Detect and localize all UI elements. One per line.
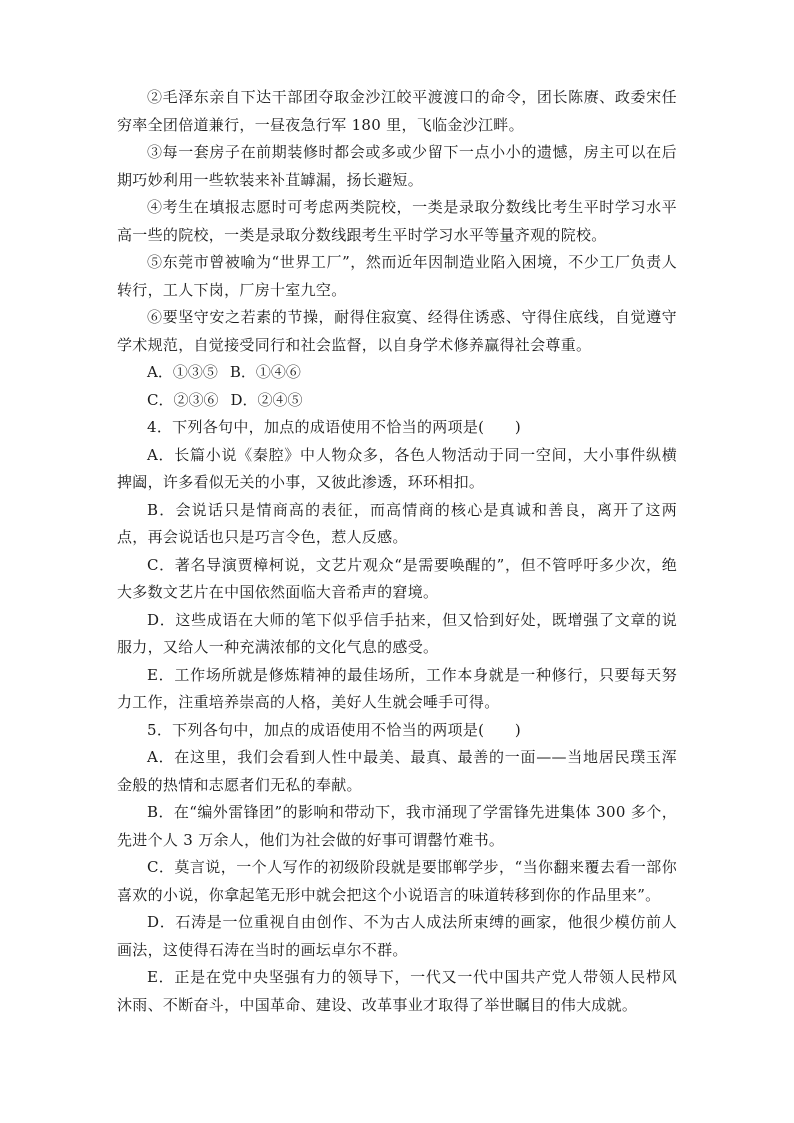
q3-options-row-1	[117, 359, 677, 387]
question-5-option-e: E．正是在党中央坚强有力的领导下，一代又一代中国共产党人带领人民栉风沐雨、不断奋斗，中国革命、建设、改革事业才取得了举世瞩目的伟大成就。	[117, 968, 677, 1014]
question-4-stem: 4．下列各句中，加点的成语使用不恰当的两项是( )	[147, 418, 522, 436]
question-4-option-a: A．长篇小说《秦腔》中人物众多，各色人物活动于同一空间，大小事件纵横捭阖，许多看似无关的小事，又彼此渗透，环环相扣。	[117, 445, 677, 491]
q3-option-a: A．①③⑤	[147, 363, 218, 381]
question-5-option-b: B．在“编外雷锋团”的影响和带动下，我市涌现了学雷锋先进集体 300 多个，先进个人 3 万余人，他们为社会做的好事可谓罄竹难书。	[117, 803, 677, 849]
item-3: ③每一套房子在前期装修时都会或多或少留下一点小小的遗憾，房主可以在后期巧妙利用一些软装来补苴罅漏，扬长避短。	[117, 143, 677, 189]
q3-options-row-2	[117, 387, 677, 415]
item-2: ②毛泽东亲自下达干部团夺取金沙江皎平渡渡口的命令，团长陈赓、政委宋任穷率全团倍道兼行，一昼夜急行军 180 里，飞临金沙江畔。	[117, 88, 677, 134]
q3-option-b: B．①④⑥	[229, 363, 301, 381]
q3-option-c: C．②③⑥	[147, 390, 219, 409]
document-page	[117, 84, 677, 1019]
question-5-option-a: A．在这里，我们会看到人性中最美、最真、最善的一面——当地居民璞玉浑金般的热情和志愿者们无私的奉献。	[117, 748, 677, 794]
question-4-option-d: D．这些成语在大师的笔下似乎信手拈来，但又恰到好处，既增强了文章的说服力，又给人一种充满浓郁的文化气息的感受。	[117, 610, 677, 656]
question-4-option-b: B．会说话只是情商高的表征，而高情商的核心是真诚和善良，离开了这两点，再会说话也只是巧言令色，惹人反感。	[117, 500, 677, 546]
item-4: ④考生在填报志愿时可考虑两类院校，一类是录取分数线比考生平时学习水平高一些的院校，一类是录取分数线跟考生平时学习水平等量齐观的院校。	[117, 198, 677, 244]
question-4-option-c: C．著名导演贾樟柯说，文艺片观众“是需要唤醒的”，但不管呼吁多少次，绝大多数文艺片在中国依然面临大音希声的窘境。	[117, 555, 677, 601]
question-5-stem: 5．下列各句中，加点的成语使用不恰当的两项是( )	[147, 720, 522, 739]
item-5: ⑤东莞市曾被喻为“世界工厂”，然而近年因制造业陷入困境，不少工厂负责人转行，工人下岗，厂房十室九空。	[117, 253, 677, 299]
item-6: ⑥要坚守安之若素的节操，耐得住寂寞、经得住诱惑、守得住底线，自觉遵守学术规范，自觉接受同行和社会监督，以自身学术修养赢得社会尊重。	[117, 308, 677, 354]
question-4-option-e: E．工作场所就是修炼精神的最佳场所，工作本身就是一种修行，只要每天努力工作，注重培养崇高的人格，美好人生就会唾手可得。	[117, 665, 677, 711]
question-5-option-c: C．莫言说，一个人写作的初级阶段就是要邯郸学步，“当你翻来覆去看一部你喜欢的小说，你拿起笔无形中就会把这个小说语言的味道转移到你的作品里来”。	[117, 858, 677, 904]
q3-option-d: D．②④⑤	[230, 390, 303, 409]
question-5-option-d: D．石涛是一位重视自由创作、不为古人成法所束缚的画家，他很少模仿前人画法，这使得石涛在当时的画坛卓尔不群。	[117, 913, 677, 959]
